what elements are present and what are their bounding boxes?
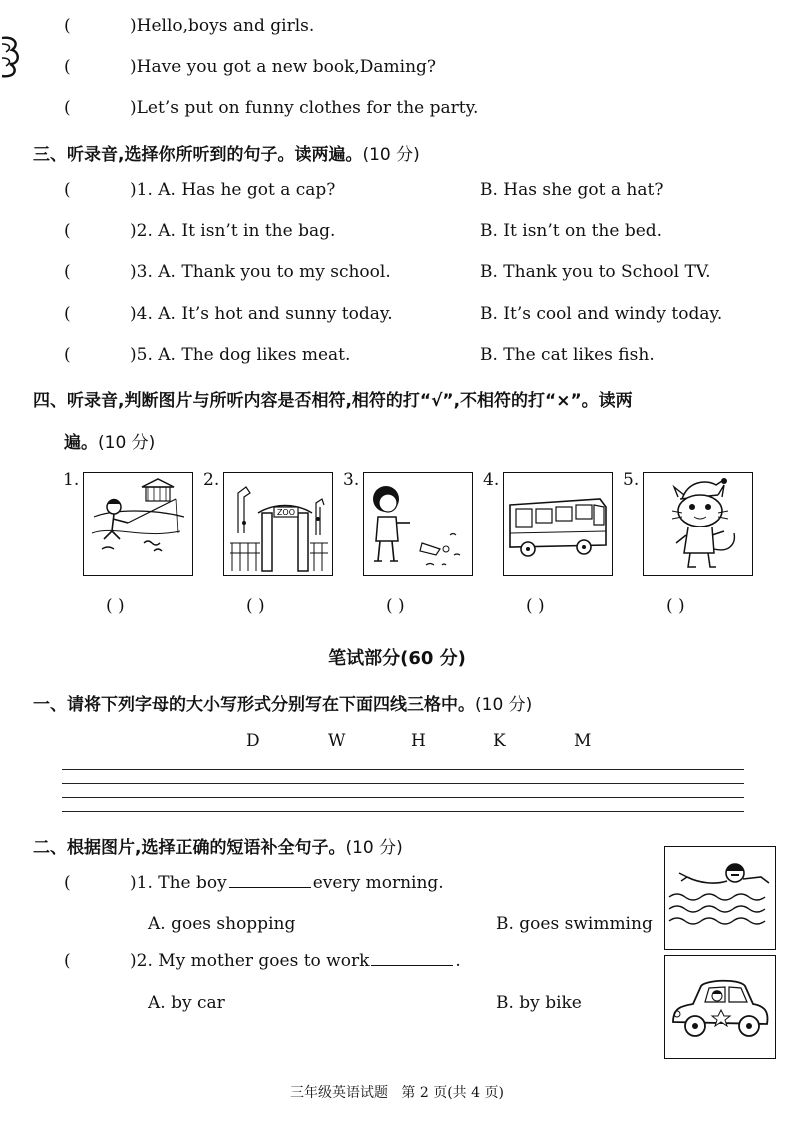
- section3-score: (10 分): [362, 145, 420, 165]
- cat-with-hat-icon: [644, 473, 751, 574]
- section3-item-2: ( )2. A. It isn’t in the bag.: [64, 221, 336, 241]
- section3-item-3: ( )3. A. Thank you to my school.: [64, 262, 391, 282]
- written-part-title: 笔试部分(60 分): [328, 648, 466, 669]
- section3-title: 三、听录音,选择你所听到的句子。读两遍。(10 分): [33, 145, 420, 165]
- picture-2: [223, 472, 333, 576]
- option-a: A. It isn’t in the bag.: [158, 221, 336, 241]
- letter-h: H: [411, 731, 426, 751]
- option-a: A. Thank you to my school.: [158, 262, 391, 282]
- corner-flourish-icon: [0, 34, 22, 80]
- section3-item-2-b: B. It isn’t on the bed.: [480, 221, 663, 241]
- answer-blank-5[interactable]: ( ): [666, 596, 685, 616]
- answer-blank-3[interactable]: ( ): [386, 596, 405, 616]
- bus-icon: [504, 473, 611, 574]
- side-picture-2: [664, 955, 776, 1059]
- answer-blank-1[interactable]: ( ): [106, 596, 125, 616]
- section3-item-4-b: B. It’s cool and windy today.: [480, 304, 723, 324]
- section-w2-title: 二、根据图片,选择正确的短语补全句子。(10 分): [33, 838, 403, 858]
- grid-line: [62, 769, 744, 770]
- section-w2-item-1: ( )1. The boy every morning.: [64, 873, 444, 893]
- picture-number: 1.: [63, 470, 80, 490]
- zoo-gate-icon: [224, 473, 331, 574]
- answer-blank-4[interactable]: ( ): [526, 596, 545, 616]
- top-item-1: ( )Hello,boys and girls.: [64, 16, 315, 36]
- car-icon: [665, 956, 774, 1057]
- letter-k: K: [493, 731, 506, 751]
- option-a: A. It’s hot and sunny today.: [158, 304, 393, 324]
- section3-item-5: ( )5. A. The dog likes meat.: [64, 345, 351, 365]
- fill-blank[interactable]: [229, 886, 311, 888]
- page-footer: 三年级英语试题 第 2 页(共 4 页): [290, 1085, 504, 1101]
- section3-item-4: ( )4. A. It’s hot and sunny today.: [64, 304, 393, 324]
- letter-w: W: [328, 731, 346, 751]
- section-w2-item-2-b: B. by bike: [496, 993, 582, 1013]
- letter-m: M: [574, 731, 592, 751]
- section3-item-5-b: B. The cat likes fish.: [480, 345, 655, 365]
- section4-title: 四、听录音,判断图片与所听内容是否相符,相符的打“√”,不相符的打“×”。读两: [33, 391, 633, 411]
- top-item-text: Hello,boys and girls.: [136, 16, 315, 36]
- picture-number: 4.: [483, 470, 500, 490]
- option-a: A. The dog likes meat.: [158, 345, 351, 365]
- answer-blank-2[interactable]: ( ): [246, 596, 265, 616]
- top-item-2: ( )Have you got a new book,Daming?: [64, 57, 437, 77]
- picture-number: 3.: [343, 470, 360, 490]
- swimming-boy-icon: [665, 847, 774, 948]
- section3-item-3-b: B. Thank you to School TV.: [480, 262, 711, 282]
- top-item-text: Let’s put on funny clothes for the party.: [136, 98, 479, 118]
- boy-throwing-litter-icon: [364, 473, 471, 574]
- grid-line: [62, 783, 744, 784]
- fill-blank[interactable]: [371, 964, 453, 966]
- letter-d: D: [246, 731, 260, 751]
- section-w1-title: 一、请将下列字母的大小写形式分别写在下面四线三格中。(10 分): [33, 695, 533, 715]
- picture-5: [643, 472, 753, 576]
- section-w2-item-2-a: A. by car: [148, 993, 225, 1013]
- picture-3: [363, 472, 473, 576]
- fishing-boy-icon: [84, 473, 191, 574]
- section-w2-item-1-b: B. goes swimming: [496, 914, 653, 934]
- section3-item-1-b: B. Has she got a hat?: [480, 180, 664, 200]
- grid-line: [62, 797, 744, 798]
- option-a: A. Has he got a cap?: [158, 180, 336, 200]
- section-w2-item-1-a: A. goes shopping: [148, 914, 296, 934]
- top-item-text: Have you got a new book,Daming?: [136, 57, 437, 77]
- zoo-sign: ZOO: [276, 508, 296, 517]
- section4-title-line2: 遍。(10 分): [64, 433, 156, 453]
- section-w2-item-2: ( )2. My mother goes to work .: [64, 951, 461, 971]
- grid-line: [62, 811, 744, 812]
- picture-number: 2.: [203, 470, 220, 490]
- picture-4: [503, 472, 613, 576]
- section3-item-1: ( )1. A. Has he got a cap?: [64, 180, 336, 200]
- picture-1: [83, 472, 193, 576]
- section-w2-score: (10 分): [345, 838, 403, 858]
- top-item-3: ( )Let’s put on funny clothes for the party.: [64, 98, 479, 118]
- picture-number: 5.: [623, 470, 640, 490]
- section4-score: (10 分): [98, 433, 156, 453]
- section-w1-score: (10 分): [475, 695, 533, 715]
- side-picture-1: [664, 846, 776, 950]
